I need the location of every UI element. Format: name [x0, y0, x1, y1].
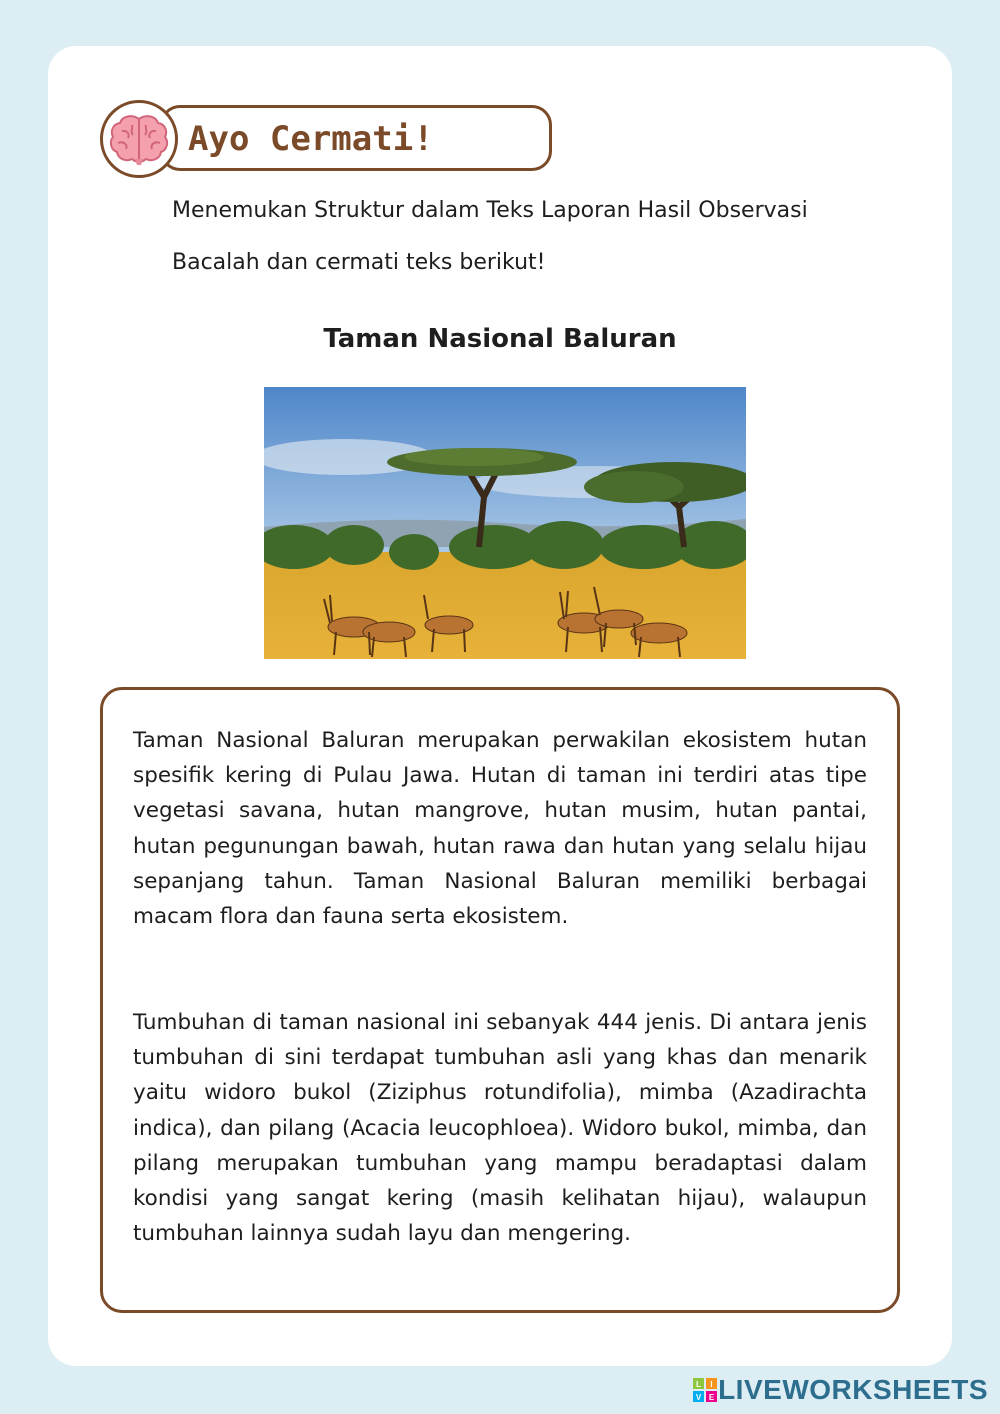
brain-icon [100, 100, 178, 178]
liveworksheets-logo [692, 1377, 718, 1403]
paragraph-1: Taman Nasional Baluran merupakan perwakilan ekosistem hutan spesifik kering di Pulau Jawa. Hutan di taman ini terdiri atas tipe vegetasi savana, hutan mangrove, hutan musim, hutan pantai, hutan pegunungan bawah, hutan rawa dan hutan yang selalu hijau sepanjang tahun. Taman Nasional Baluran memiliki berbagai macam flora dan fauna serta ekosistem. [133, 728, 867, 930]
svg-text:I: I [710, 1380, 713, 1389]
svg-text:V: V [695, 1393, 702, 1402]
paragraph-2: Tumbuhan di taman nasional ini sebanyak 444 jenis. Di antara jenis tumbuhan di sini terdapat tumbuhan asli yang khas dan menarik yaitu widoro bukol (Ziziphus rotundifolia), mimba (Azadirachta indica), dan pilang (Acacia leucophloea). Widoro bukol, mimba, dan pilang merupakan tumbuhan yang mampu beradaptasi dalam kondisi yang sangat kering (masih kelihatan hijau), walaupun tumbuhan lainnya sudah layu dan mengering. [133, 1010, 867, 1247]
savanna-photo [264, 387, 746, 659]
svg-text:E: E [708, 1393, 715, 1402]
brand-name: LIVEWORKSHEETS [718, 1374, 988, 1405]
liveworksheets-brand [692, 1374, 988, 1406]
article-title: Taman Nasional Baluran [323, 324, 677, 354]
lesson-subtitle: Menemukan Struktur dalam Teks Laporan Hasil Observasi [172, 198, 808, 223]
instruction-text: Bacalah dan cermati teks berikut! [172, 250, 546, 275]
svg-text:L: L [696, 1380, 702, 1389]
section-title: Ayo Cermati! [188, 119, 434, 159]
